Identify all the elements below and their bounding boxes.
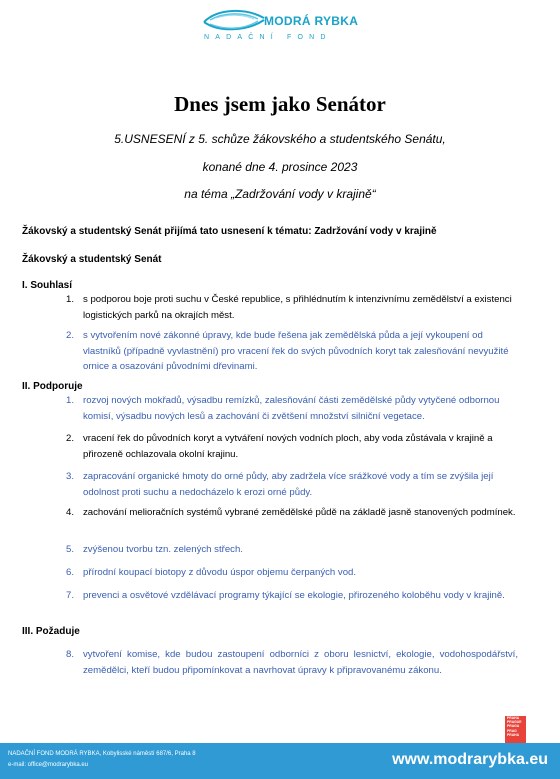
item-text: přírodní koupací biotopy z důvodu úspor objemu čerpaných vod. <box>83 567 357 578</box>
item-number: 4. <box>66 507 75 518</box>
item-number: 6. <box>66 567 75 578</box>
item-number: 8. <box>66 649 75 660</box>
subtitle-line-3: na téma „Zadržování vody v krajině“ <box>184 187 376 201</box>
section-heading-pozaduje: III. Požaduje <box>22 626 80 637</box>
stamp-line: PRAGUE <box>507 720 522 725</box>
item-text: zvýšenou tvorbu tzn. zelených střech. <box>83 544 243 555</box>
document-title: Dnes jsem jako Senátor <box>174 92 386 116</box>
intro-paragraph: Žákovský a studentský Senát přijímá tato usnesení k tématu: Zadržování vody v krajině <box>22 226 437 237</box>
stamp-line: PRAHA <box>507 732 520 737</box>
item-number: 3. <box>66 471 75 482</box>
footer-address: NADAČNÍ FOND MODRÁ RYBKA, Kobylisské náměstí 687/6, Praha 8 <box>8 751 196 757</box>
item-text: zapracování organické hmoty do orné půdy, aby zadržela více srážkové vody a tím se zvýšila její odolnost proti suchu a nedocházelo k erozi orné půdy. <box>83 471 494 498</box>
item-number: 1. <box>66 395 75 406</box>
logo-name: MODRÁ RYBKA <box>264 14 359 28</box>
senate-line: Žákovský a studentský Senát <box>22 254 162 265</box>
item-number: 2. <box>66 330 75 341</box>
fish-logo-icon <box>200 6 270 36</box>
item-text: prevenci a osvětové vzdělávací programy týkající se ekologie, přirozeného koloběhu vody v krajině. <box>83 590 505 601</box>
section-heading-podporuje: II. Podporuje <box>22 381 83 392</box>
section-heading-souhlasi: I. Souhlasí <box>22 280 73 291</box>
subtitle-line-2: konané dne 4. prosince 2023 <box>202 160 358 174</box>
brand-logo <box>200 6 370 46</box>
stamp-line: PRAGA <box>507 724 520 729</box>
item-number: 5. <box>66 544 75 555</box>
footer-email[interactable]: e-mail: office@modrarybka.eu <box>8 762 89 768</box>
item-text: vytvoření komise, kde budou zastoupení odborníci z oboru lesnictví, ekologie, vodohospodářství, zemědělci, kteří budou připomínkovat a navrhovat úpravy k připravovanému zákonu. <box>83 649 518 676</box>
item-text: rozvoj nových mokřadů, výsadbu remízků, zalesňování části zemědělské půdy vytyčené odbornou komisí, výsadbu nových lesů a zachování či zvětšení množství silniční vegetace. <box>83 395 500 422</box>
footer-website-link[interactable]: www.modrarybka.eu <box>392 751 548 768</box>
item-number: 2. <box>66 433 75 444</box>
stamp-line: PRAG <box>507 728 517 733</box>
subtitle-line-1: 5.USNESENÍ z 5. schůze žákovského a studentského Senátu, <box>114 132 446 146</box>
item-number: 1. <box>66 294 75 305</box>
page-footer <box>0 743 560 779</box>
logo-subtitle: NADAČNÍ FOND <box>204 34 332 41</box>
item-text: s vytvořením nové zákonné úpravy, kde bude řešena jak zemědělská půda a její vykoupení od vlastníků (případně vyvlastnění) pro vracení řek do svých původních koryt tak zalesňování nevyužité ornice a osazování původními dřevinami. <box>83 330 509 373</box>
item-number: 7. <box>66 590 75 601</box>
item-text: s podporou boje proti suchu v České republice, s přihlédnutím k intenzivnímu zemědělství a existenci logistických parků na okrajích měst. <box>83 294 512 321</box>
stamp-line: PRAHA <box>507 716 520 720</box>
item-text: zachování melioračních systémů vybrané zemědělské půdě na základě jasně stanovených podmínek. <box>83 507 516 518</box>
prague-stamp-logo <box>505 716 526 743</box>
item-text: vracení řek do původních koryt a vytváření nových vodních ploch, aby voda zůstávala v krajině a přirozeně ochlazovala okolní krajinu. <box>83 433 493 460</box>
